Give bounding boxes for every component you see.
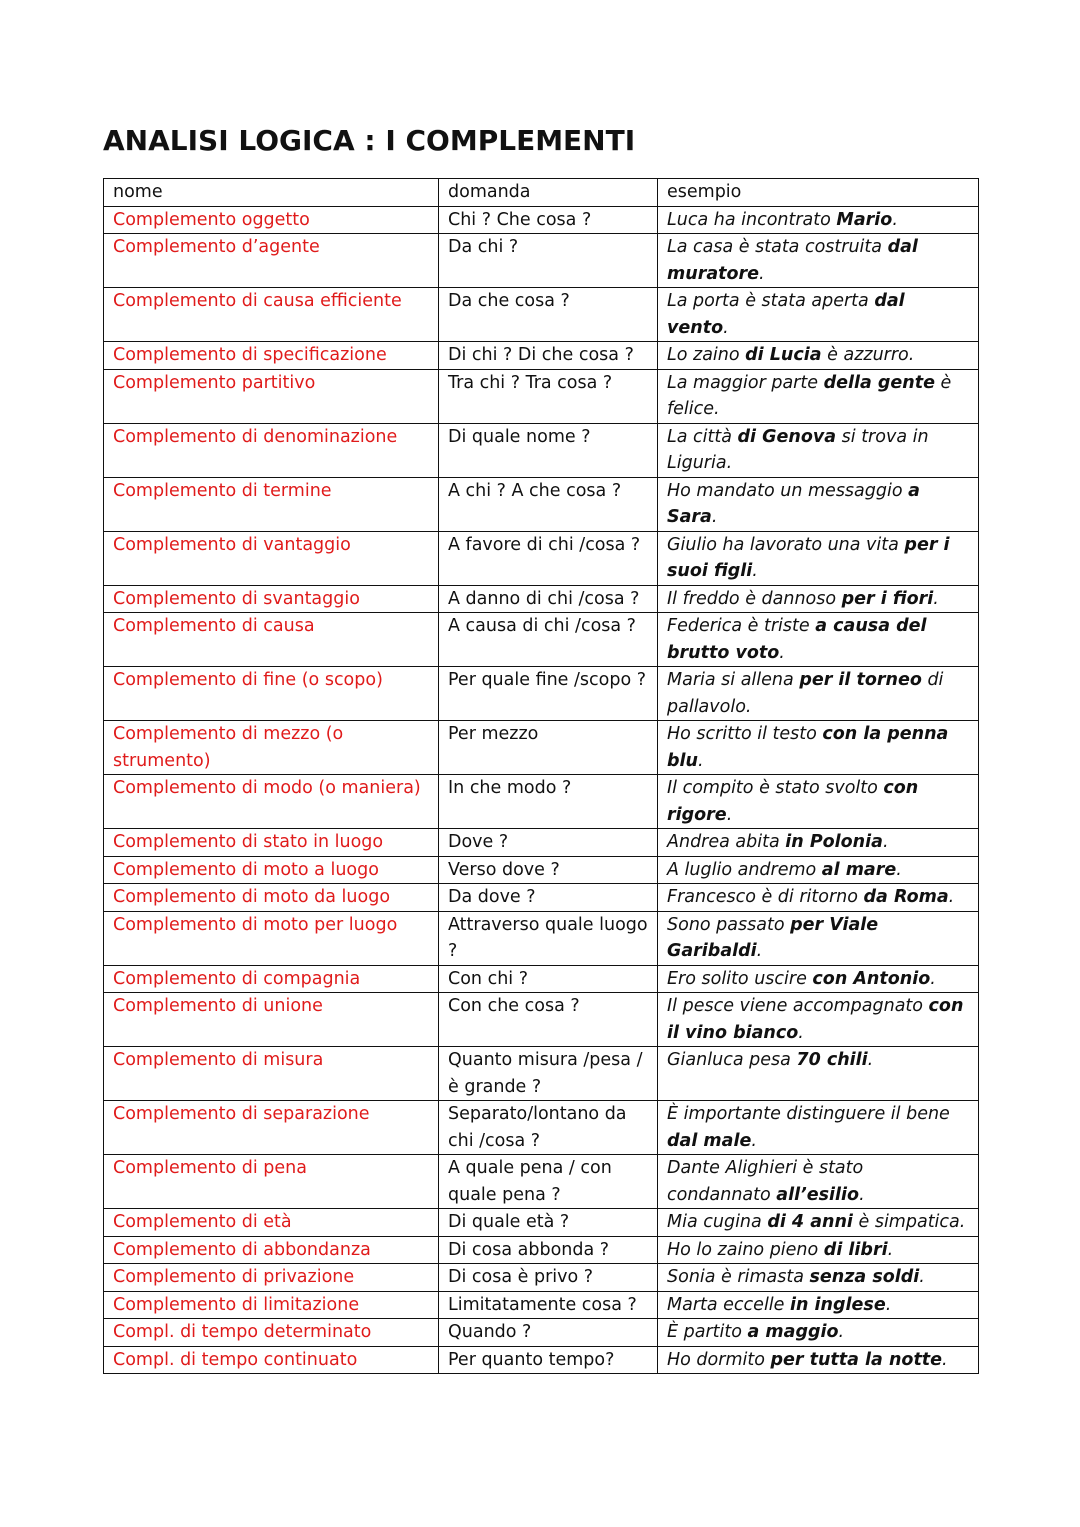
table-row: [104, 613, 979, 667]
complement-example: [658, 342, 979, 370]
example-highlight: all’esilio: [776, 1184, 860, 1205]
complement-example: [658, 911, 979, 965]
complement-question: Quanto misura /pesa / è grande ?: [439, 1047, 658, 1101]
example-text: Ero solito uscire: [667, 968, 813, 989]
example-text: Ho dormito: [667, 1349, 771, 1370]
example-text: .: [697, 750, 704, 771]
example-text: .: [885, 1294, 892, 1315]
complement-example: [658, 667, 979, 721]
complement-name: Compl. di tempo determinato: [104, 1319, 439, 1347]
complement-example: [658, 1101, 979, 1155]
example-text: si trova in Liguria.: [667, 426, 929, 473]
table-row: [104, 993, 979, 1047]
complement-name: Complemento di unione: [104, 993, 439, 1047]
complement-question: Da dove ?: [439, 884, 658, 912]
table-row: [104, 585, 979, 613]
table-row: [104, 721, 979, 775]
complement-question: Tra chi ? Tra cosa ?: [439, 369, 658, 423]
complement-question: Di cosa abbonda ?: [439, 1236, 658, 1264]
complement-name: Complemento di pena: [104, 1155, 439, 1209]
example-text: .: [723, 317, 729, 338]
complement-name: Complemento di fine (o scopo): [104, 667, 439, 721]
example-text: .: [887, 1239, 894, 1260]
example-text: Sono passato: [667, 914, 791, 935]
example-text: è simpatica.: [852, 1212, 966, 1232]
header-nome: nome: [104, 179, 439, 207]
example-text: Mia cugina: [667, 1212, 768, 1232]
complement-name: Complemento di termine: [104, 477, 439, 531]
example-text: Lo zaino: [667, 345, 746, 365]
example-text: Francesco è di ritorno: [667, 887, 864, 907]
example-highlight: da Roma: [863, 887, 949, 907]
complement-name: Complemento di mezzo (o strumento): [104, 721, 439, 775]
example-text: è felice.: [667, 372, 952, 419]
example-text: La casa è stata costruita: [667, 237, 888, 257]
complement-question: Di chi ? Di che cosa ?: [439, 342, 658, 370]
complement-question: Di quale nome ?: [439, 423, 658, 477]
example-text: La maggior parte: [667, 372, 824, 393]
complement-example: [658, 585, 979, 613]
example-text: Dante Alighieri è stato condannato: [667, 1158, 864, 1205]
complement-example: [658, 234, 979, 288]
table-row: [104, 369, 979, 423]
complement-example: [658, 775, 979, 829]
example-text: .: [892, 209, 898, 230]
example-highlight: dal vento: [667, 291, 905, 338]
complement-name: Complemento di separazione: [104, 1101, 439, 1155]
example-highlight: a maggio: [747, 1322, 839, 1342]
example-text: Il compito è stato svolto: [667, 778, 884, 798]
example-highlight: a Sara: [667, 480, 920, 527]
complement-question: Per quanto tempo?: [439, 1346, 658, 1374]
complement-example: [658, 531, 979, 585]
complement-name: Complemento di vantaggio: [104, 531, 439, 585]
example-text: La porta è stata aperta: [667, 291, 875, 311]
complement-question: Separato/lontano da chi /cosa ?: [439, 1101, 658, 1155]
example-highlight: di Genova: [737, 426, 837, 447]
table-row: [104, 342, 979, 370]
complement-example: [658, 721, 979, 775]
table-row: [104, 1264, 979, 1292]
table-row: [104, 911, 979, 965]
example-highlight: dal muratore: [667, 237, 918, 284]
table-row: [104, 1101, 979, 1155]
complement-name: Complemento di moto per luogo: [104, 911, 439, 965]
complement-example: [658, 1236, 979, 1264]
example-text: Gianluca pesa: [667, 1050, 797, 1070]
example-highlight: dal male: [667, 1130, 752, 1151]
example-highlight: di libri: [823, 1239, 888, 1260]
example-highlight: con Antonio: [812, 968, 931, 989]
example-highlight: 70 chili: [796, 1050, 868, 1070]
complement-example: [658, 1319, 979, 1347]
table-row: [104, 206, 979, 234]
example-text: .: [756, 941, 763, 961]
complement-question: Per quale fine /scopo ?: [439, 667, 658, 721]
example-text: .: [930, 968, 936, 989]
table-row: [104, 965, 979, 993]
complement-question: Attraverso quale luogo ?: [439, 911, 658, 965]
complement-question: Da che cosa ?: [439, 288, 658, 342]
example-text: .: [919, 1267, 925, 1287]
table-row: [104, 1346, 979, 1374]
page-title: ANALISI LOGICA : I COMPLEMENTI: [103, 124, 636, 157]
complement-example: [658, 856, 979, 884]
example-text: .: [942, 1349, 948, 1370]
table-row: [104, 423, 979, 477]
table-row: [104, 775, 979, 829]
complement-example: [658, 965, 979, 993]
complement-question: Di cosa è privo ?: [439, 1264, 658, 1292]
complement-question: Con che cosa ?: [439, 993, 658, 1047]
complement-question: Quando ?: [439, 1319, 658, 1347]
complement-example: [658, 829, 979, 857]
example-text: di pallavolo.: [667, 670, 944, 717]
example-highlight: con rigore: [667, 778, 919, 825]
table-row: [104, 477, 979, 531]
example-text: .: [948, 887, 955, 907]
header-domanda: domanda: [439, 179, 658, 207]
complement-name: Complemento di modo (o maniera): [104, 775, 439, 829]
table-row: [104, 667, 979, 721]
complement-name: Complemento di svantaggio: [104, 585, 439, 613]
example-text: .: [726, 804, 733, 825]
complement-name: Complemento d’agente: [104, 234, 439, 288]
example-text: La città: [667, 426, 738, 447]
example-text: .: [759, 263, 765, 284]
complement-name: Complemento di compagnia: [104, 965, 439, 993]
complement-name: Complemento di stato in luogo: [104, 829, 439, 857]
complement-example: [658, 884, 979, 912]
complement-name: Complemento di abbondanza: [104, 1236, 439, 1264]
example-highlight: di 4 anni: [767, 1212, 853, 1232]
complement-name: Complemento partitivo: [104, 369, 439, 423]
example-text: Luca ha incontrato: [667, 209, 837, 230]
example-highlight: Mario: [836, 209, 893, 230]
example-highlight: al mare: [821, 859, 897, 880]
example-highlight: per tutta la notte: [770, 1349, 943, 1370]
table-row: [104, 1236, 979, 1264]
example-highlight: di Lucia: [745, 345, 822, 365]
example-highlight: con il vino bianco: [667, 996, 964, 1043]
table-row: [104, 856, 979, 884]
table-row: [104, 1319, 979, 1347]
example-text: .: [838, 1322, 845, 1342]
complement-question: Da chi ?: [439, 234, 658, 288]
example-text: Ho lo zaino pieno: [667, 1239, 824, 1260]
example-text: Federica è triste: [667, 616, 816, 636]
header-esempio: esempio: [658, 179, 979, 207]
table-row: [104, 531, 979, 585]
table-row: [104, 1291, 979, 1319]
complement-question: A danno di chi /cosa ?: [439, 585, 658, 613]
complement-example: [658, 1209, 979, 1237]
complement-question: A favore di chi /cosa ?: [439, 531, 658, 585]
complement-example: [658, 477, 979, 531]
complement-question: Di quale età ?: [439, 1209, 658, 1237]
complement-example: [658, 1291, 979, 1319]
table-row: [104, 234, 979, 288]
example-text: Il pesce viene accompagnato: [667, 996, 929, 1016]
complement-example: [658, 369, 979, 423]
table-row: [104, 1047, 979, 1101]
example-text: Ho scritto il testo: [667, 724, 823, 744]
complement-question: Per mezzo: [439, 721, 658, 775]
example-text: Giulio ha lavorato una vita: [667, 534, 905, 555]
complement-example: [658, 993, 979, 1047]
complement-example: [658, 1155, 979, 1209]
table-row: [104, 884, 979, 912]
example-text: .: [896, 859, 902, 880]
complement-question: A causa di chi /cosa ?: [439, 613, 658, 667]
complement-name: Complemento di moto a luogo: [104, 856, 439, 884]
complement-name: Complemento di moto da luogo: [104, 884, 439, 912]
complement-example: [658, 288, 979, 342]
example-highlight: in inglese: [790, 1294, 886, 1315]
complement-name: Complemento di misura: [104, 1047, 439, 1101]
table-row: [104, 288, 979, 342]
example-text: Andrea abita: [667, 832, 786, 852]
example-highlight: a causa del brutto voto: [667, 616, 927, 663]
example-text: .: [859, 1184, 865, 1205]
table-row: [104, 1209, 979, 1237]
example-highlight: per il torneo: [799, 670, 922, 690]
complement-example: [658, 1346, 979, 1374]
complement-example: [658, 1047, 979, 1101]
example-text: .: [751, 1130, 757, 1151]
complement-name: Complemento di causa: [104, 613, 439, 667]
example-text: .: [798, 1022, 804, 1043]
example-text: A luglio andremo: [667, 859, 822, 880]
example-text: .: [752, 561, 758, 581]
example-highlight: per i suoi figli: [667, 534, 950, 581]
complement-question: Dove ?: [439, 829, 658, 857]
complement-question: Chi ? Che cosa ?: [439, 206, 658, 234]
example-text: Ho mandato un messaggio: [667, 480, 909, 501]
complement-example: [658, 1264, 979, 1292]
example-text: Sonia è rimasta: [667, 1267, 810, 1287]
example-text: È importante distinguere il bene: [667, 1104, 950, 1124]
example-text: .: [867, 1050, 874, 1070]
example-text: è azzurro.: [821, 345, 915, 365]
example-text: .: [882, 832, 889, 852]
example-text: Marta eccelle: [667, 1294, 790, 1315]
complement-name: Complemento oggetto: [104, 206, 439, 234]
complement-name: Complemento di privazione: [104, 1264, 439, 1292]
complement-example: [658, 206, 979, 234]
complements-table: [103, 178, 979, 1374]
complement-question: A quale pena / con quale pena ?: [439, 1155, 658, 1209]
complement-name: Complemento di specificazione: [104, 342, 439, 370]
complement-name: Complemento di causa efficiente: [104, 288, 439, 342]
table-body: [104, 206, 979, 1374]
example-highlight: senza soldi: [809, 1267, 920, 1287]
complement-question: Con chi ?: [439, 965, 658, 993]
complement-question: Limitatamente cosa ?: [439, 1291, 658, 1319]
complement-name: Compl. di tempo continuato: [104, 1346, 439, 1374]
example-highlight: per Viale Garibaldi: [667, 914, 879, 961]
example-highlight: per i fiori: [841, 588, 934, 609]
table-row: [104, 829, 979, 857]
header-row: [104, 179, 979, 207]
complement-question: Verso dove ?: [439, 856, 658, 884]
complement-example: [658, 423, 979, 477]
example-text: Maria si allena: [667, 670, 800, 690]
complement-name: Complemento di denominazione: [104, 423, 439, 477]
example-highlight: della gente: [823, 372, 935, 393]
complement-name: Complemento di limitazione: [104, 1291, 439, 1319]
example-highlight: in Polonia: [785, 832, 883, 852]
example-text: È partito: [667, 1322, 748, 1342]
example-text: .: [933, 588, 939, 609]
complement-question: In che modo ?: [439, 775, 658, 829]
complement-question: A chi ? A che cosa ?: [439, 477, 658, 531]
example-text: Il freddo è dannoso: [667, 588, 842, 609]
complement-example: [658, 613, 979, 667]
complement-name: Complemento di età: [104, 1209, 439, 1237]
table-row: [104, 1155, 979, 1209]
example-text: .: [711, 507, 718, 527]
example-highlight: con la penna blu: [667, 724, 949, 771]
example-text: .: [779, 642, 785, 663]
